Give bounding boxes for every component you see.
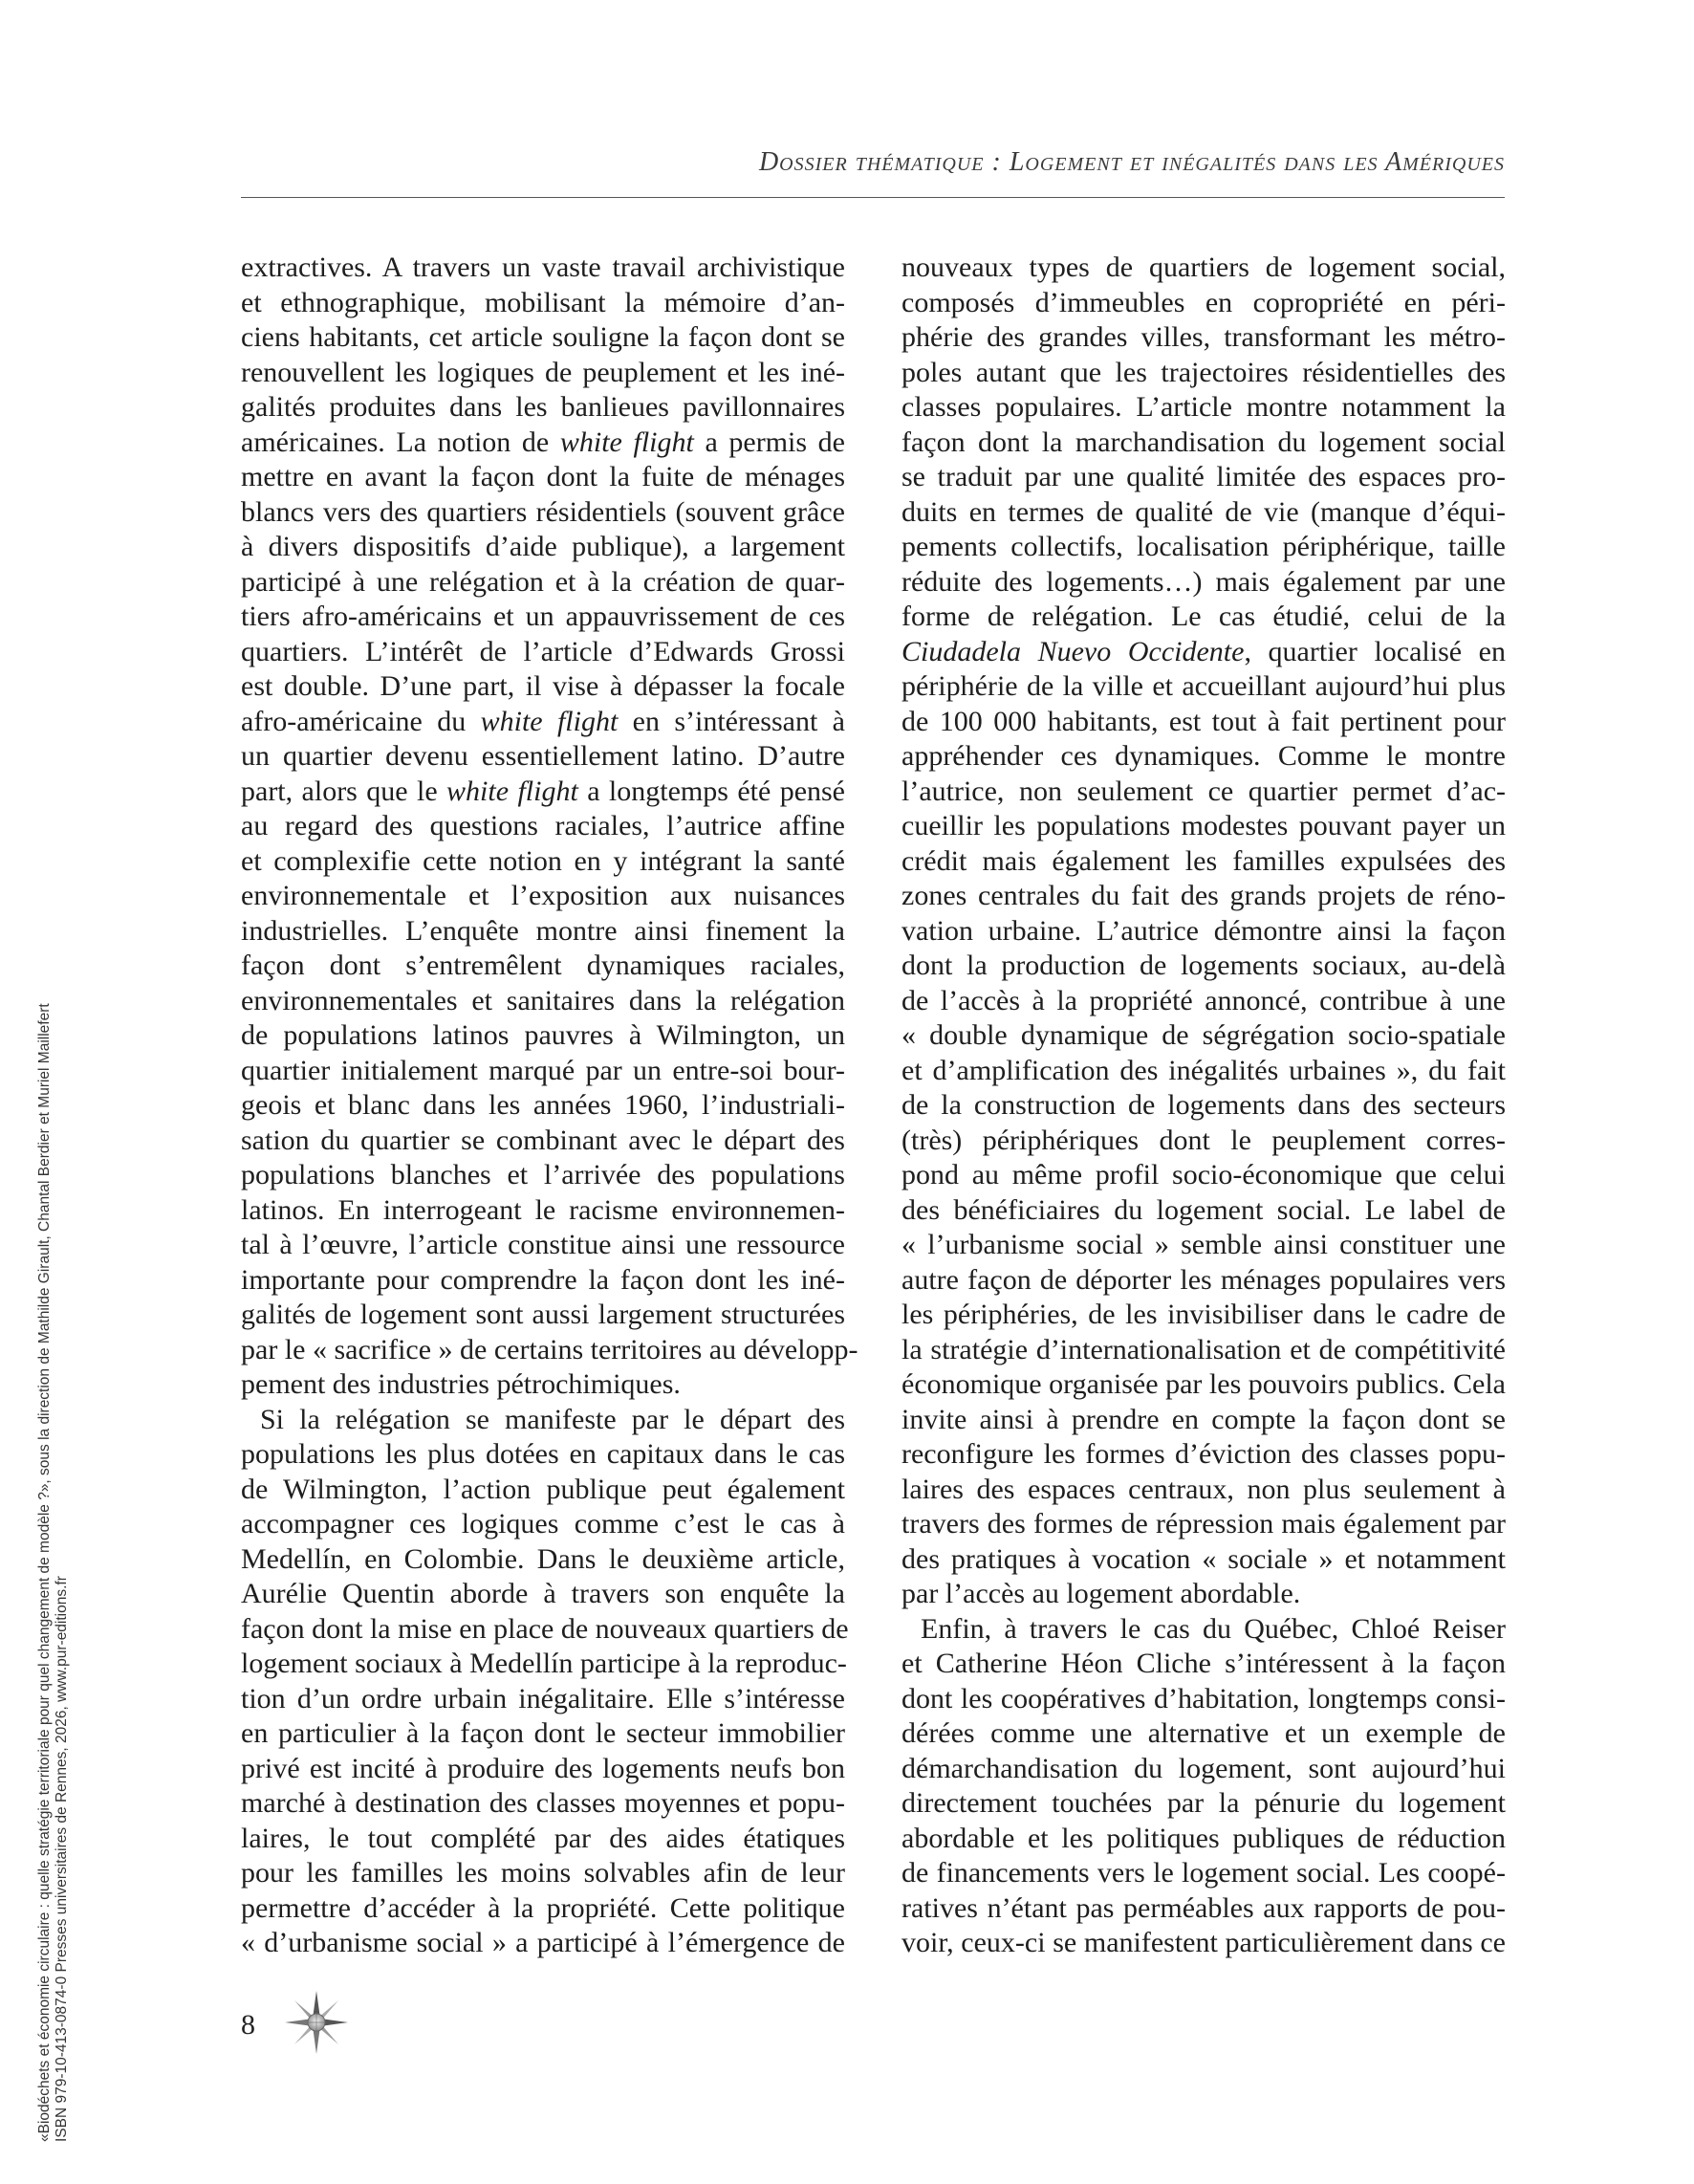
text-line: blancs vers des quartiers résidentiels (souvent grâce bbox=[241, 495, 845, 528]
text-line: phérie des grandes villes, transformant les métro- bbox=[901, 321, 1506, 353]
text-line: cueillir les populations modestes pouvant payer un bbox=[901, 810, 1506, 841]
text-line: voir, ceux-ci se manifestent particulièrement dans ce bbox=[901, 1927, 1506, 1958]
text-line: permettre d’accéder à la propriété. Cette politique bbox=[241, 1891, 845, 1924]
text-line: autre façon de déporter les ménages populaires vers bbox=[901, 1263, 1506, 1296]
text-line: sation du quartier se combinant avec le départ des bbox=[241, 1124, 845, 1156]
text-line: Aurélie Quentin aborde à travers son enquête la bbox=[241, 1578, 845, 1609]
text-line: duits en termes de qualité de vie (manque d’équi- bbox=[901, 495, 1506, 528]
text-line: et ethnographique, mobilisant la mémoire d’an- bbox=[241, 286, 845, 318]
text-line: composés d’immeubles en copropriété en péri- bbox=[901, 286, 1506, 318]
text-line: geois et blanc dans les années 1960, l’industriali- bbox=[241, 1089, 845, 1121]
text-line: laires, le tout complété par des aides étatiques bbox=[241, 1822, 845, 1854]
text-line: travers des formes de répression mais également par bbox=[901, 1508, 1506, 1540]
text-line: mettre en avant la façon dont la fuite de ménages bbox=[241, 461, 845, 492]
text-line: au regard des questions raciales, l’autrice affine bbox=[241, 810, 845, 841]
text-line: ratives n’étant pas perméables aux rapports de pou- bbox=[901, 1891, 1506, 1924]
text-line: tal à l’œuvre, l’article constitue ainsi une ressource bbox=[241, 1229, 845, 1260]
text-line: tiers afro-américains et un appauvrissement de ces bbox=[241, 601, 845, 632]
text-line: des bénéficiaires du logement social. Le label de bbox=[901, 1193, 1506, 1226]
text-line: (très) périphériques dont le peuplement corres- bbox=[901, 1124, 1506, 1156]
side-note-line-1: «Biodéchets et économie circulaire : quelle stratégie territoriale pour quel changement de modèle ?», sous la direction de Mathilde Girault, Chantal Berdier et Muriel Maillefert bbox=[36, 1003, 53, 2142]
text-line: de l’accès à la propriété annoncé, contribue à une bbox=[901, 984, 1506, 1016]
text-line: se traduit par une qualité limitée des espaces pro- bbox=[901, 461, 1506, 492]
text-line: appréhender ces dynamiques. Comme le montre bbox=[901, 740, 1506, 772]
page-number: 8 bbox=[241, 2009, 255, 2041]
text-line: industrielles. L’enquête montre ainsi finement la bbox=[241, 914, 845, 947]
text-line: pements collectifs, localisation périphérique, taille bbox=[901, 531, 1506, 562]
text-line: abordable et les politiques publiques de réduction bbox=[901, 1822, 1506, 1854]
text-line: nouveaux types de quartiers de logement social, bbox=[901, 251, 1506, 283]
text-line: participé à une relégation et à la création de quar- bbox=[241, 565, 845, 598]
text-line: accompagner ces logiques comme c’est le cas à bbox=[241, 1508, 845, 1540]
text-line: latinos. En interrogeant le racisme environnemen- bbox=[241, 1193, 845, 1226]
text-line: de populations latinos pauvres à Wilmington, un bbox=[241, 1019, 845, 1051]
text-line: importante pour comprendre la façon dont les iné- bbox=[241, 1263, 845, 1296]
text-line: pour les familles les moins solvables afin de leur bbox=[241, 1857, 845, 1889]
text-line: un quartier devenu essentiellement latino. D’autre bbox=[241, 740, 845, 772]
text-line: américaines. La notion de white flight a permis de bbox=[241, 426, 845, 458]
text-line: classes populaires. L’article montre notamment la bbox=[901, 391, 1506, 423]
text-line: dont les coopératives d’habitation, longtemps consi- bbox=[901, 1682, 1506, 1714]
text-line: et Catherine Héon Cliche s’intéressent à la façon bbox=[901, 1648, 1506, 1679]
text-line: Enfin, à travers le cas du Québec, Chloé Reiser bbox=[921, 1612, 1506, 1645]
text-line: est double. D’une part, il vise à dépasser la focale bbox=[241, 670, 845, 702]
right-column bbox=[901, 251, 1506, 1961]
text-line: laires des espaces centraux, non plus seulement à bbox=[901, 1473, 1506, 1505]
header-rule bbox=[241, 197, 1505, 198]
text-line: démarchandisation du logement, sont aujourd’hui bbox=[901, 1752, 1506, 1784]
text-line: économique organisée par les pouvoirs publics. Cela bbox=[901, 1368, 1506, 1400]
text-line: de la construction de logements dans des secteurs bbox=[901, 1089, 1506, 1121]
text-line: part, alors que le white flight a longtemps été pensé bbox=[241, 775, 845, 807]
text-line: reconfigure les formes d’éviction des classes popu- bbox=[901, 1438, 1506, 1470]
text-line: Si la relégation se manifeste par le départ des bbox=[260, 1403, 845, 1435]
text-line: par le « sacrifice » de certains territoires au développ- bbox=[241, 1333, 858, 1365]
text-line: de financements vers le logement social. Les coopé- bbox=[901, 1857, 1506, 1889]
text-line: « double dynamique de ségrégation socio-spatiale bbox=[901, 1019, 1506, 1051]
text-line: des pratiques à vocation « sociale » et notamment bbox=[901, 1542, 1506, 1575]
text-line: populations les plus dotées en capitaux dans le cas bbox=[241, 1438, 845, 1470]
text-line: forme de relégation. Le cas étudié, celui de la bbox=[901, 601, 1506, 632]
text-line: et complexifie cette notion en y intégrant la santé bbox=[241, 844, 845, 877]
text-line: ciens habitants, cet article souligne la façon dont se bbox=[241, 321, 845, 353]
text-line: par l’accès au logement abordable. bbox=[901, 1578, 1301, 1609]
text-line: environnementales et sanitaires dans la relégation bbox=[241, 984, 845, 1016]
text-line: vation urbaine. L’autrice démontre ainsi la façon bbox=[901, 914, 1506, 947]
text-line: marché à destination des classes moyennes et popu- bbox=[241, 1787, 845, 1819]
text-line: quartiers. L’intérêt de l’article d’Edwards Grossi bbox=[241, 635, 845, 667]
text-line: renouvellent les logiques de peuplement et les iné- bbox=[241, 356, 845, 388]
text-line: à divers dispositifs d’aide publique), a largement bbox=[241, 531, 845, 562]
text-line: « d’urbanisme social » a participé à l’émergence de bbox=[241, 1927, 845, 1958]
text-line: la stratégie d’internationalisation et de compétitivité bbox=[901, 1333, 1506, 1365]
text-line: zones centrales du fait des grands projets de réno- bbox=[901, 880, 1506, 911]
text-line: et d’amplification des inégalités urbaines », du fait bbox=[901, 1054, 1506, 1086]
text-line: logement sociaux à Medellín participe à la reproduc- bbox=[241, 1648, 847, 1679]
text-line: galités produites dans les banlieues pavillonnaires bbox=[241, 391, 845, 423]
text-line: invite ainsi à prendre en compte la façon dont se bbox=[901, 1403, 1506, 1435]
copyright-side-note bbox=[36, 1003, 105, 2142]
text-line: privé est incité à produire des logements neufs bon bbox=[241, 1752, 845, 1784]
text-line: pond au même profil socio-économique que celui bbox=[901, 1159, 1506, 1190]
text-line: façon dont la marchandisation du logement social bbox=[901, 426, 1506, 458]
text-line: façon dont s’entremêlent dynamiques raciales, bbox=[241, 950, 845, 981]
text-line: en particulier à la façon dont le secteur immobilier bbox=[241, 1717, 845, 1749]
text-line: périphérie de la ville et accueillant aujourd’hui plus bbox=[901, 670, 1506, 702]
text-line: populations blanches et l’arrivée des populations bbox=[241, 1159, 845, 1190]
text-line: l’autrice, non seulement ce quartier permet d’ac- bbox=[901, 775, 1506, 807]
text-line: Ciudadela Nuevo Occidente, quartier localisé en bbox=[901, 635, 1506, 667]
text-line: Medellín, en Colombie. Dans le deuxième article, bbox=[241, 1542, 845, 1575]
text-line: pement des industries pétrochimiques. bbox=[241, 1368, 681, 1400]
text-line: quartier initialement marqué par un entre-soi bour- bbox=[241, 1054, 845, 1086]
text-line: les périphéries, de les invisibiliser dans le cadre de bbox=[901, 1299, 1506, 1330]
text-line: poles autant que les trajectoires résidentielles des bbox=[901, 356, 1506, 388]
text-line: façon dont la mise en place de nouveaux quartiers de bbox=[241, 1612, 849, 1645]
text-line: extractives. A travers un vaste travail archivistique bbox=[241, 251, 845, 283]
text-line: réduite des logements…) mais également par une bbox=[901, 565, 1506, 598]
text-line: dont la production de logements sociaux, au-delà bbox=[901, 950, 1506, 981]
text-line: de Wilmington, l’action publique peut également bbox=[241, 1473, 845, 1505]
compass-rose-icon bbox=[283, 1989, 350, 2056]
left-column bbox=[241, 251, 858, 1961]
text-line: afro-américaine du white flight en s’intéressant à bbox=[241, 705, 845, 737]
text-line: environnementale et l’exposition aux nuisances bbox=[241, 880, 845, 911]
text-line: directement touchées par la pénurie du logement bbox=[901, 1787, 1506, 1819]
text-line: « l’urbanisme social » semble ainsi constituer une bbox=[901, 1229, 1506, 1260]
text-line: galités de logement sont aussi largement structurées bbox=[241, 1299, 845, 1330]
text-line: tion d’un ordre urbain inégalitaire. Elle s’intéresse bbox=[241, 1682, 845, 1714]
side-note-line-2: ISBN 979-10-413-0874-0 Presses universitaires de Rennes, 2026, www.pur-editions.fr bbox=[54, 1576, 70, 2142]
text-line: crédit mais également les familles expulsées des bbox=[901, 844, 1506, 877]
text-line: dérées comme une alternative et un exemple de bbox=[901, 1717, 1506, 1749]
running-head: Dossier thématique : Logement et inégalités dans les Amériques bbox=[758, 147, 1505, 177]
text-line: de 100 000 habitants, est tout à fait pertinent pour bbox=[901, 705, 1506, 737]
